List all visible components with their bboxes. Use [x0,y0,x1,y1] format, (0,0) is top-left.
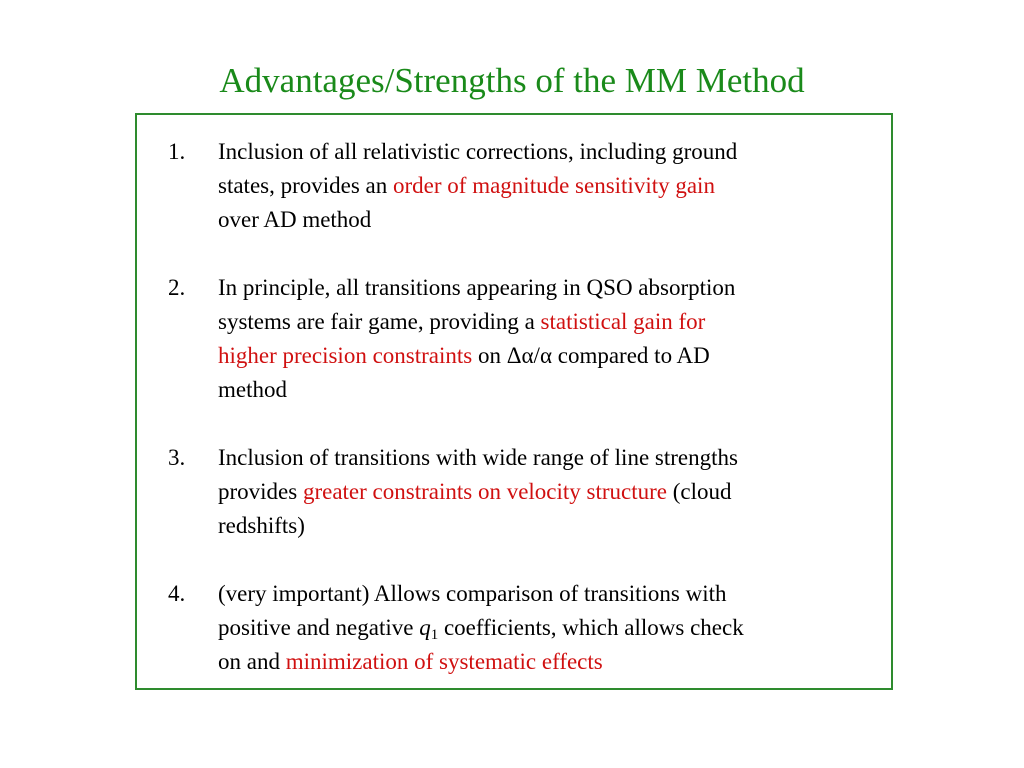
text-run: (very important) Allows comparison of transitions with [218,581,727,606]
highlight-text: higher precision constraints [218,343,473,368]
q-subscript: 1 [430,627,439,643]
text-run: on and [218,649,286,674]
text-run: positive and negative [218,615,420,640]
text-run: coefficients, which allows check [438,615,744,640]
list-item-text [218,441,878,543]
text-run: method [218,377,287,402]
list-item-text [218,271,878,407]
text-run: redshifts) [218,513,305,538]
text-line [218,305,878,339]
list-number: 1. [168,139,186,164]
text-line [218,373,878,407]
slide-title: Advantages/Strengths of the MM Method [219,61,805,100]
text-run: Inclusion of all relativistic corrections, including ground [218,139,738,164]
highlight-text: order of magnitude sensitivity gain [393,173,715,198]
list-number: 3. [168,445,186,470]
text-run: states, provides an [218,173,394,198]
text-run: provides [218,479,303,504]
highlight-text: greater constraints on velocity structure [302,479,668,504]
list-number: 2. [168,275,186,300]
text-line [218,441,878,475]
text-line [218,611,878,645]
text-line [218,645,878,679]
text-line [218,203,878,237]
highlight-text: minimization of systematic effects [285,649,603,674]
list-item-text [218,135,878,237]
text-run: systems are fair game, providing a [218,309,541,334]
q-variable: q [419,615,431,640]
text-line [218,577,878,611]
list-number: 4. [168,581,186,606]
text-run: In principle, all transitions appearing in QSO absorption [218,275,736,300]
text-line [218,135,878,169]
list-item-text [218,577,878,679]
text-line [218,339,878,373]
text-line [218,169,878,203]
text-run: (cloud [667,479,732,504]
highlight-text: statistical gain for [540,309,706,334]
text-run: Inclusion of transitions with wide range of line strengths [218,445,738,470]
text-line [218,475,878,509]
text-line [218,271,878,305]
text-run: on Δα/α compared to AD [472,343,710,368]
text-run: over AD method [218,207,372,232]
content-box [135,113,893,690]
text-line [218,509,878,543]
